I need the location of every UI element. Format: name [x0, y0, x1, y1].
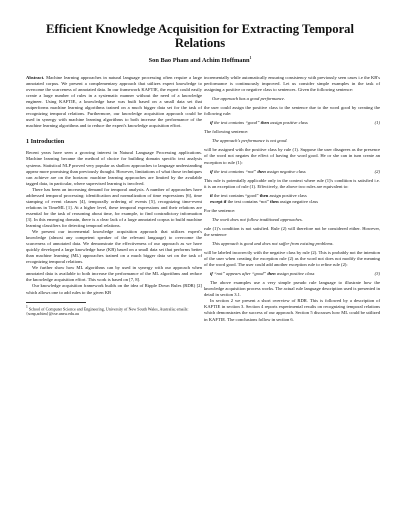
abstract-label: Abstract.	[26, 75, 45, 80]
intro-paragraph-2: There has been an increasing demand for temporal analysis. A number of approaches have addressed temporal processing: identification and normalization of time expressions [6], time stamping of event clauses [4], temporally ordering of events [5], recognizing time-event relations in TimeML [1]. At a higher level, these temporal expressions and their relations are essential for the task of reasoning about time, for example, to find contradictory information [3]. In this emerging domain, there is a clear lack of a large annotated corpus to build machine learning classifiers for detecting temporal relations.	[26, 186, 202, 228]
right-column	[204, 75, 380, 323]
rule-1-then: then	[260, 120, 270, 126]
rule-3	[204, 271, 380, 277]
paper-authors	[20, 56, 380, 64]
body-paragraph-1: incrementally while automatically ensuring consistency with previously seen cases i.e the KB's performance is continuously improved. Let us consider simple examples in the task of assigning a positive or negative class to sentences. Given the following sentence:	[204, 75, 380, 93]
author-footnote-mark: 1	[249, 56, 252, 60]
rule-combined-except-if: except if	[210, 198, 227, 204]
body-paragraph-4: will be assigned with the positive class by rule (1). Suppose the user disagrees as the presence of the word not negates the effect of having the word good. He or she can in turn create an exception to rule (1):	[204, 147, 380, 165]
rule-combined-if: if	[210, 192, 213, 198]
abstract	[26, 75, 202, 129]
body-paragraph-2: the user could assign the positive class to the sentence due to the word good by creating the following rule:	[204, 105, 380, 117]
intro-paragraph-3: We present our incremental knowledge acquisition approach that utilizes expert's knowledge (almost any competent speaker of the relevant language) to overcome the scarceness of annotated data. We demonstrate the effectiveness of our approach as we have quickly developed a large knowledge base (KB) based on a small data set that performs better than machine learning (ML) approaches trained on a much bigger data set on the task of recognizing temporal relations.	[26, 229, 202, 265]
body-paragraph-3: The following sentence:	[204, 129, 249, 135]
intro-paragraph-4: We further show how ML algorithms can by used in synergy with our approach when annotated data is available to both increase the performance of the ML algorithms and reduce the knowledge acquisition effort. This work is based on [7, 8].	[26, 265, 202, 283]
rule-1-condition: the text contains “good”	[212, 120, 261, 126]
section-heading-introduction: 1 Introduction	[26, 138, 65, 146]
footnote	[26, 305, 202, 317]
body-paragraph-7: rule (1)'s condition is not satisfied. Rule (2) will therefore not be considered either. However, the sentence	[204, 225, 380, 237]
body-paragraph-6: For the sentence:	[204, 207, 236, 213]
example-sentence-1: Our approach has a good performance.	[212, 96, 286, 102]
example-sentence-4: This approach is good and does not suffer from existing problems.	[212, 240, 334, 246]
rule-1-number: (1)	[374, 120, 380, 126]
rule-2-condition: the text contains “not”	[212, 168, 258, 174]
rule-2-if: if	[210, 168, 213, 174]
rule-3-condition: “not” appears after “good”	[212, 271, 268, 277]
rule-combined-action-1: assign positive class	[268, 192, 307, 198]
rule-2	[204, 169, 380, 175]
rule-2-then: then	[257, 168, 266, 174]
rule-3-action: assign positive class	[275, 271, 315, 277]
rule-1-if: if	[210, 120, 213, 126]
example-sentence-2: The approach's performance is not good.	[212, 138, 288, 144]
rule-2-action: assign negative class	[265, 168, 306, 174]
paper-title: Efficient Knowledge Acquisition for Extracting Temporal Relations	[46, 22, 354, 50]
body-paragraph-10: In section 2 we present a short overview of RDR. This is followed by a description of KAFTIE in section 3. Section 4 reports experimental results on recognizing temporal relations which demonstrates the success of our approach. Section 5 discusses how ML could be utilized in KAFTIE. The conclusions follow in section 6.	[204, 298, 380, 322]
footnote-divider	[26, 302, 86, 303]
rule-3-then: then	[267, 271, 276, 277]
rule-1	[204, 120, 380, 126]
rule-combined-action-2: assign negative class	[278, 198, 319, 204]
rule-2-number: (2)	[374, 168, 380, 174]
rule-3-number: (3)	[374, 271, 380, 277]
rule-combined-then-1: then	[259, 192, 269, 198]
body-paragraph-5: This rule is potentially applicable only in the context where rule (1)'s condition is satisfied i.e. it is an exception of rule (1). Effectively, the above two rules are equivalent to:	[204, 177, 380, 189]
intro-paragraph-5: Our knowledge acquisition framework builds on the idea of Ripple Down Rules (RDR) [2] which allows one to add rules to the given KB	[26, 283, 202, 295]
left-column	[26, 75, 202, 316]
intro-paragraph-1: Recent years have seen a growing interest in Natural Language Processing applications. Machine learning became the method of choice for building domain specific text analysis systems. Statistical NLP proved very popular as shallow approaches to language understanding appear more promising than previously thought. However, limitations of what those techniques can achieve are on the horizon: machine learning approaches are limited by the available tagged data, in particular, where supervised learning is involved.	[26, 150, 202, 186]
rule-1-action: assign positive class	[269, 120, 308, 126]
body-paragraph-9: The above examples use a very simple pseudo rule language to illustrate how the knowledge acquisition process works. The actual rule language description used is presented in detail in section 3.1.	[204, 280, 380, 298]
abstract-text: Machine learning approaches in natural language processing often require a large annotated corpus. We present a complementary approach that utilizes expert knowledge to overcome the scarceness of annotated data. In our framework KAFTIE, the expert could easily create a large number of rules in a systematic manner without the need of a knowledge engineer. Using KAFTIE, a knowledge base was built based on a small data set that outperforms machine learning algorithms trained on a much bigger data set for the task of recognizing temporal relations. Furthermore, our knowledge acquisition approach could be used in synergy with machine learning algorithms to both increase the performance of the machine learning algorithms and to reduce the expert's knowledge acquisition effort.	[26, 75, 203, 129]
footnote-text: School of Computer Science and Engineering, University of New South Wales, Australia; emails: {sonp,achim}@cse.unsw.edu.au	[26, 305, 189, 317]
rule-combined-condition-1: the text contains “good”	[212, 192, 260, 198]
example-sentence-3: The work does not follow traditional approaches.	[212, 216, 303, 222]
rule-combined-line-2	[204, 199, 380, 205]
rule-combined-condition-2: the text contains “not”	[226, 198, 270, 204]
rule-combined-then-2: then	[269, 198, 279, 204]
author-names: Son Bao Pham and Achim Hoffmann	[148, 57, 250, 65]
footnote-mark: 1	[26, 304, 28, 309]
rule-3-if: if	[210, 271, 213, 277]
body-paragraph-8: will be labeled incorrectly with the negative class by rule (2). This is probably not the intention of the user when creating the exception rule (2) as the word not does not modify the meaning of the word good. The user could add another exception rule to refine rule (2):	[204, 250, 380, 268]
